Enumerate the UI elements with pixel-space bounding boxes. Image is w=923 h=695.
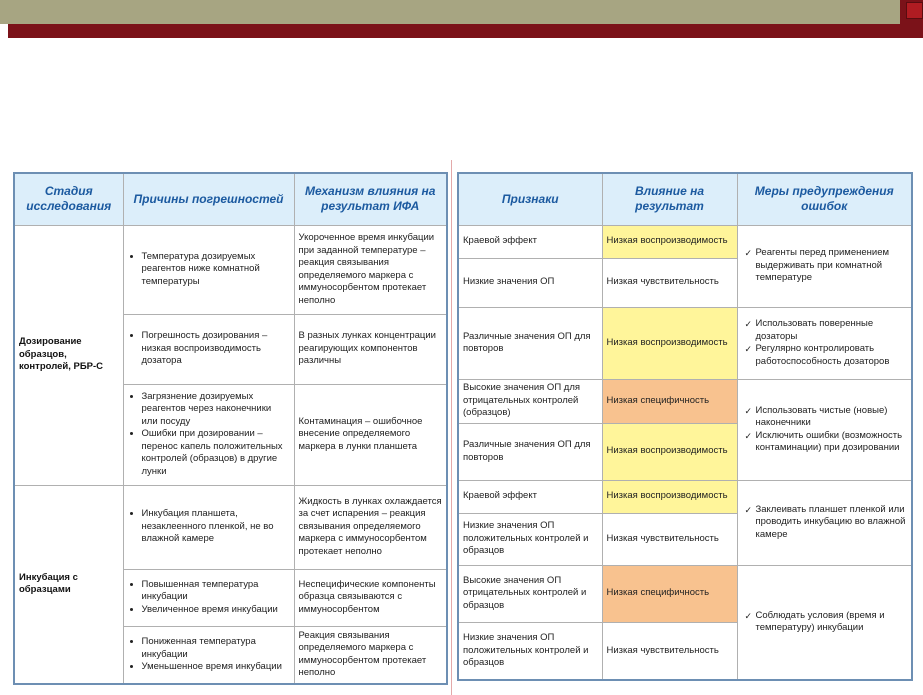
- table-row: [458, 225, 912, 258]
- table-row: [14, 225, 447, 314]
- table-header-row: [458, 173, 912, 225]
- table-header-row: [14, 173, 447, 225]
- mechanism-cell: В разных лунках концентрации реагирующих компонентов различны: [294, 314, 447, 384]
- effect-cell: Низкая специфичность: [602, 565, 737, 622]
- causes-cell: [123, 626, 294, 684]
- table-row: [14, 485, 447, 569]
- causes-cell: [123, 569, 294, 626]
- stage-incubation: Инкубация с образцами: [14, 485, 123, 684]
- list-item: ✓ Использовать чистые (новые) наконечники: [756, 405, 908, 430]
- sign-cell: Высокие значения ОП для отрицательных контролей (образцов): [458, 379, 602, 423]
- causes-cell: [123, 314, 294, 384]
- causes-cell: [123, 384, 294, 485]
- list-item: ✓ Регулярно контролировать работоспособность дозаторов: [756, 343, 908, 368]
- table-row: [458, 379, 912, 423]
- list-item: • Пониженная температура инкубации: [142, 636, 290, 661]
- measures-cell: [737, 225, 912, 307]
- list-item: • Ошибки при дозировании – перенос капель положительных контролей (образцов) в другие лунки: [142, 428, 290, 478]
- list-item: ✓ Исключить ошибки (возможность контаминации) при дозировании: [756, 430, 908, 455]
- measures-cell: [737, 379, 912, 480]
- list-item: • Уменьшенное время инкубации: [142, 661, 290, 674]
- sign-cell: Различные значения ОП для повторов: [458, 307, 602, 379]
- measures-cell: [737, 307, 912, 379]
- causes-table: [13, 172, 448, 685]
- effect-cell: Низкая чувствительность: [602, 513, 737, 565]
- effect-cell: Низкая воспроизводимость: [602, 225, 737, 258]
- stage-dosing: Дозирование образцов, контролей, РБР-С: [14, 225, 123, 485]
- measures-cell: [737, 480, 912, 565]
- list-item: • Увеличенное время инкубации: [142, 604, 290, 617]
- list-item: • Температура дозируемых реагентов ниже комнатной температуры: [142, 251, 290, 289]
- header-causes: Причины погрешностей: [123, 173, 294, 225]
- list-item: ✓ Использовать поверенные дозаторы: [756, 318, 908, 343]
- effect-cell: Низкая специфичность: [602, 379, 737, 423]
- vertical-divider: [451, 160, 452, 695]
- title-band-top: [0, 0, 900, 24]
- causes-cell: [123, 225, 294, 314]
- table-row: [458, 565, 912, 622]
- mechanism-cell: Укороченное время инкубации при заданной температуре – реакция связывания определяемого маркера с иммуносорбентом протекает неполно: [294, 225, 447, 314]
- sign-cell: Низкие значения ОП: [458, 258, 602, 307]
- measures-cell: [737, 565, 912, 680]
- sign-cell: Краевой эффект: [458, 225, 602, 258]
- sign-cell: Различные значения ОП для повторов: [458, 423, 602, 480]
- effect-cell: Низкая чувствительность: [602, 622, 737, 680]
- list-item: • Повышенная температура инкубации: [142, 579, 290, 604]
- header-mechanism: Механизм влияния на результат ИФА: [294, 173, 447, 225]
- list-item: • Погрешность дозирования – низкая воспроизводимость дозатора: [142, 330, 290, 368]
- list-item: • Инкубация планшета, незаклеенного пленкой, не во влажной камере: [142, 508, 290, 546]
- sign-cell: Краевой эффект: [458, 480, 602, 513]
- list-item: ✓ Заклеивать планшет пленкой или проводить инкубацию во влажной камере: [756, 504, 908, 542]
- effect-cell: Низкая воспроизводимость: [602, 423, 737, 480]
- signs-table: [457, 172, 913, 681]
- header-stage: Стадия исследования: [14, 173, 123, 225]
- sign-cell: Низкие значения ОП положительных контролей и образцов: [458, 513, 602, 565]
- header-signs: Признаки: [458, 173, 602, 225]
- list-item: ✓ Соблюдать условия (время и температуру) инкубации: [756, 610, 908, 635]
- effect-cell: Низкая воспроизводимость: [602, 480, 737, 513]
- effect-cell: Низкая воспроизводимость: [602, 307, 737, 379]
- title-band-bottom: [8, 24, 900, 38]
- list-item: • Загрязнение дозируемых реагентов через наконечники или посуду: [142, 391, 290, 429]
- header-measures: Меры предупреждения ошибок: [737, 173, 912, 225]
- table-row: [458, 307, 912, 379]
- mechanism-cell: Жидкость в лунках охлаждается за счет испарения – реакция связывания определяемого маркера с иммуносорбентом протекает неполно: [294, 485, 447, 569]
- sign-cell: Низкие значения ОП положительных контролей и образцов: [458, 622, 602, 680]
- mechanism-cell: Контаминация – ошибочное внесение определяемого маркера в лунки планшета: [294, 384, 447, 485]
- mechanism-cell: Неспецифические компоненты образца связываются с иммуносорбентом: [294, 569, 447, 626]
- list-item: ✓ Реагенты перед применением выдерживать при комнатной температуре: [756, 247, 908, 285]
- table-row: [458, 480, 912, 513]
- sign-cell: Высокие значения ОП отрицательных контролей и образцов: [458, 565, 602, 622]
- header-effect: Влияние на результат: [602, 173, 737, 225]
- effect-cell: Низкая чувствительность: [602, 258, 737, 307]
- corner-square-icon: [906, 2, 923, 19]
- causes-cell: [123, 485, 294, 569]
- mechanism-cell: Реакция связывания определяемого маркера с иммуносорбентом протекает неполно: [294, 626, 447, 684]
